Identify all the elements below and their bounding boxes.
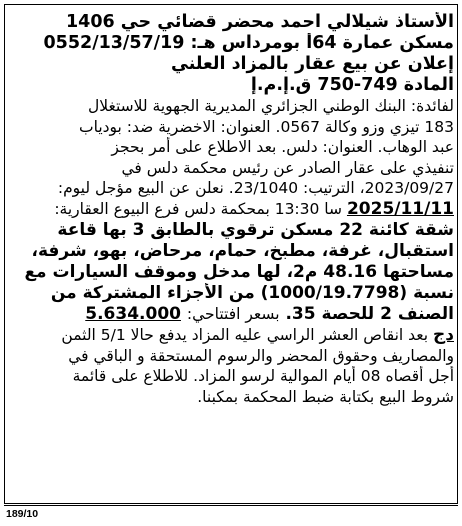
property-line: مساحتها 48.16 م2، لها مدخل وموقف السيارات مع (24, 261, 454, 282)
body-line: تنفيذي على عقار الصادر عن رئيس محكمة دلس في (121, 158, 454, 177)
sale-date: 2025/11/11 (346, 198, 454, 219)
header-line-bailiff: الأستاذ شيلالي احمد محضر قضائي حي 1406 (65, 12, 454, 32)
closing-line: والمصاريف وحقوق المحضر والرسوم المستحقة و الباقي في (68, 346, 454, 365)
reference-number: 189/10 (6, 508, 39, 520)
property-line: استقبال، غرفة، مطبخ، حمام، مرحاض، بهو، شرفة، (31, 240, 454, 261)
closing-line: أجل أقصاه 08 أيام الموالية لرسو المزاد. للاطلاع على قائمة (72, 367, 454, 385)
header-line-title: إعلان عن بيع عقار بالمزاد العلني (171, 54, 454, 74)
price-value: 5.634.000 (85, 303, 181, 324)
body-line: 2023/09/27، الترتيب: 23/1040. نعلن عن البيع مؤجل ليوم: (57, 179, 454, 197)
sale-date-line (8, 199, 454, 220)
closing-line-text: بعد انقاص العشر الراسي عليه المزاد يدفع حالا 5/1 الثمن (61, 325, 429, 344)
notice-content (8, 12, 454, 407)
body-line: عبد الوهاب. العنوان: دلس. بعد الاطلاع على أمر بحجز (111, 138, 454, 156)
body-line: لفائدة: البنك الوطني الجزائري المديرية الجهوية للاستغلال (88, 97, 454, 115)
closing-line: شروط البيع بكتابة ضبط المحكمة بمكبنا. (197, 387, 454, 406)
closing-line (8, 325, 454, 346)
price-line (8, 304, 454, 325)
header-line-article: المادة 749-750 ق.إ.م.إ (250, 75, 454, 95)
property-line: شقة كائنة 22 مسكن ترقوي بالطابق 3 بها قاعة (57, 219, 454, 240)
sale-time-text: سا 13:30 بمحكمة دلس فرع البيوع العقارية: (54, 199, 343, 218)
price-label: بسعر افتتاحي: (186, 304, 280, 323)
footer-divider (4, 505, 458, 506)
price-currency: دج (433, 324, 454, 345)
header-line-address: مسكن عمارة 64أ بومرداس هـ: 0552/13/57/19 (43, 33, 454, 53)
property-line: نسبة (1000/19.7798) من الأجزاء المشتركة من (50, 282, 454, 303)
property-section: الصنف 2 للحصة 35. (285, 303, 454, 324)
body-line: 183 تيزي وزو وكالة 0567. العنوان: الاخضرية ضد: بودياب (79, 117, 454, 136)
